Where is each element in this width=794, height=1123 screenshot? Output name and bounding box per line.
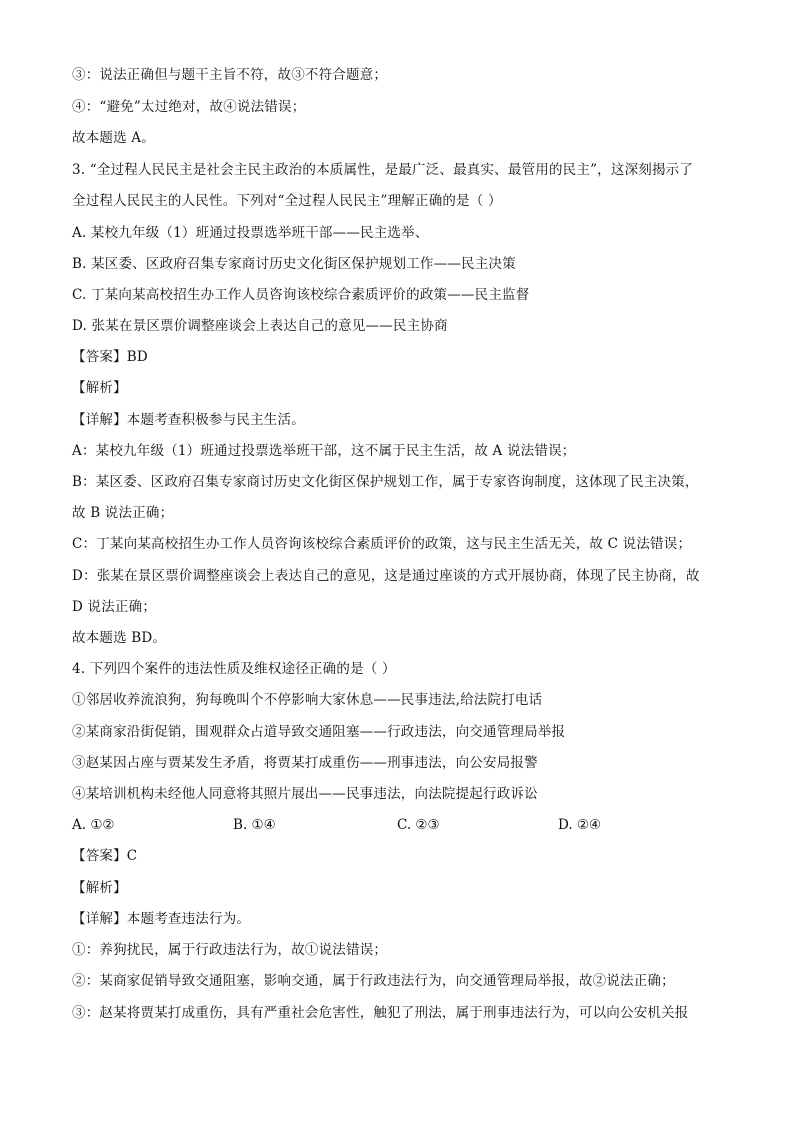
explanation-line: ③：赵某将贾某打成重伤，具有严重社会危害性，触犯了刑法，属于刑事违法行为，可以向公安机关报 [72,1005,689,1021]
analysis-label: 【解析】 [72,880,127,896]
option-c: C. 丁某向某高校招生办工作人员咨询该校综合素质评价的政策——民主监督 [72,287,530,303]
explanation-line: ②：某商家促销导致交通阻塞，影响交通，属于行政违法行为，向交通管理局举报，故②说法正确； [72,973,675,989]
text-line: ③：说法正确但与题干主旨不符，故③不符合题意； [72,67,388,83]
choice-b: B. ①④ [233,817,276,833]
answer-label: 【答案】C [72,848,138,864]
text-line: 故本题选 A。 [72,130,155,146]
option-a: A. 某校九年级（1）班通过投票选举班干部——民主选举、 [72,225,429,241]
explanation-line: C：丁某向某高校招生办工作人员咨询该校综合素质评价的政策，这与民主生活无关，故 C 说法错误； [72,536,692,552]
text-line: ④：“避免”太过绝对，故④说法错误； [72,99,306,115]
case-item: ④某培训机构未经他人同意将其照片展出——民事违法，向法院提起行政诉讼 [72,786,538,802]
case-item: ②某商家沿街促销，围观群众占道导致交通阻塞——行政违法，向交通管理局举报 [72,724,566,740]
question-3-stem: 3. “全过程人民民主是社会主民主政治的本质属性，是最广泛、最真实、最管用的民主”，这深刻揭示了 [72,162,694,178]
case-item: ③赵某因占座与贾某发生矛盾，将贾某打成重伤——刑事违法，向公安局报警 [72,755,538,771]
explanation-line: D 说法正确； [72,599,157,615]
explanation-line: ①：养狗扰民，属于行政违法行为，故①说法错误； [72,942,388,958]
question-3-stem: 全过程人民民主的人民性。下列对“全过程人民民主”理解正确的是（ ） [72,193,502,209]
explanation-line: A：某校九年级（1）班通过投票选举班干部，这不属于民主生活，故 A 说法错误； [72,443,576,459]
detail-line: 【详解】本题考查积极参与民主生活。 [72,412,305,428]
explanation-line: D：张某在景区票价调整座谈会上表达自己的意见，这是通过座谈的方式开展协商，体现了民主协商，故 [72,568,700,584]
detail-line: 【详解】本题考查违法行为。 [72,911,251,927]
choice-a: A. ①② [72,817,115,833]
option-d: D. 张某在景区票价调整座谈会上表达自己的意见——民主协商 [72,318,448,334]
answer-label: 【答案】BD [72,349,148,365]
choice-c: C. ②③ [397,817,440,833]
explanation-line: 故 B 说法正确； [72,505,174,521]
case-item: ①邻居收养流浪狗，狗每晚叫个不停影响大家休息——民事违法,给法院打电话 [72,692,543,708]
option-b: B. 某区委、区政府召集专家商讨历史文化街区保护规划工作——民主决策 [72,256,516,272]
question-4-stem: 4. 下列四个案件的违法性质及维权途径正确的是（ ） [72,661,396,677]
explanation-line: B：某区委、区政府召集专家商讨历史文化街区保护规划工作，属于专家咨询制度，这体现了民主决策， [72,474,699,490]
analysis-label: 【解析】 [72,380,127,396]
explanation-line: 故本题选 BD。 [72,630,167,646]
choice-d: D. ②④ [558,817,602,833]
